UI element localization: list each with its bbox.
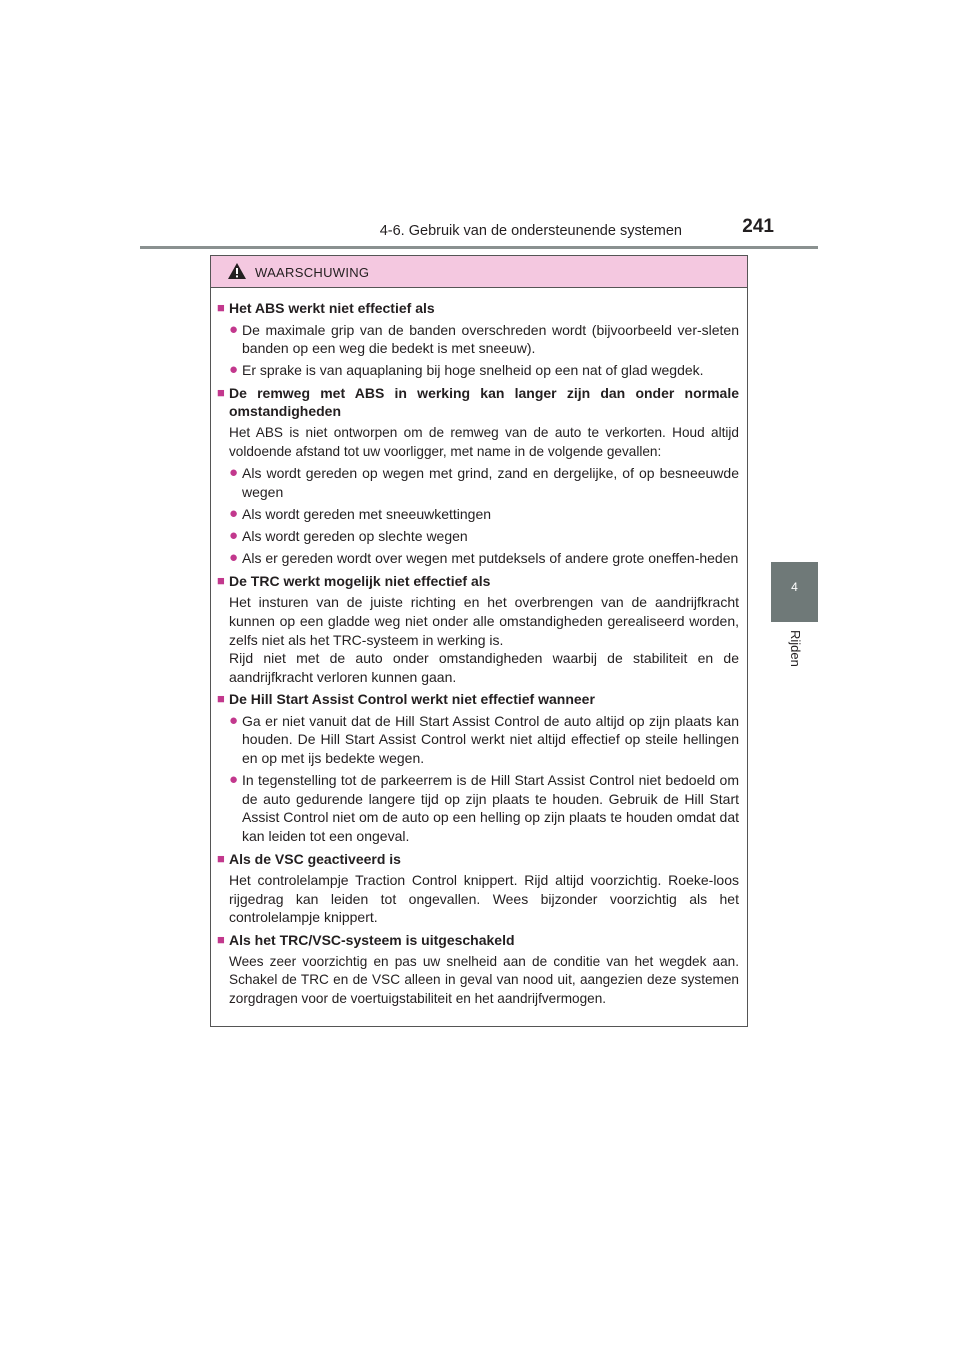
list-item: ● De maximale grip van de banden overschreden wordt (bijvoorbeeld ver-sleten banden op een weg die bedekt is met sneeuw). [229,320,739,357]
list-item: ● Als wordt gereden op slechte wegen [229,527,468,545]
list-item: ● Als er gereden wordt over wegen met putdeksels of andere grote oneffen-heden [229,549,739,567]
circle-bullet-icon: ● [229,549,239,567]
section-text: Rijd niet met de auto onder omstandigheden waarbij de stabiliteit en de aandrijfkracht verloren kunnen gaan. [229,650,739,685]
section-title: De Hill Start Assist Control werkt niet effectief wanneer [229,691,595,708]
square-bullet-icon: ■ [217,691,225,707]
section-text: Het insturen van de juiste richting en het overbrengen van de aandrijfkracht kunnen op een gladde weg niet onder alle omstandigheden gerealiseerd worden, zelfs niet als het TRC-systeem in werking is. [229,594,739,648]
list-item: ● Als wordt gereden op wegen met grind, zand en dergelijke, of op besneeuwde wegen [229,464,739,500]
circle-bullet-icon: ● [229,711,239,729]
list-item: ● Ga er niet vanuit dat de Hill Start Assist Control de auto altijd op zijn plaats kan houden. De Hill Start Assist Control werkt niet altijd effectief op steile hellingen en op met ijs bedekte wegen. [229,711,739,767]
chapter-tab[interactable] [771,562,818,622]
section-text: Wees zeer voorzichtig en pas uw snelheid aan de conditie van het wegdek aan. Schakel de TRC en de VSC alleen in geval van nood uit, aangezien deze systemen zorgdragen voor de voertuigstabiliteit en het aandrijfvermogen. [229,953,739,1006]
page-header [140,212,818,249]
chapter-number: 4 [791,580,798,594]
circle-bullet-icon: ● [229,527,239,545]
section-title: De remweg met ABS in werking kan langer zijn dan onder normale omstandigheden [229,384,739,420]
circle-bullet-icon: ● [229,504,239,522]
list-item: ● In tegenstelling tot de parkeerrem is de Hill Start Assist Control niet bedoeld om de auto gedurende langere tijd op zijn plaats te houden. Gebruik de Hill Start Assist Control niet om de auto op een helling op zijn plaats te houden omdat dat kan leiden tot een ongeval. [229,771,739,844]
square-bullet-icon: ■ [217,300,225,315]
warning-body [211,288,747,1008]
circle-bullet-icon: ● [229,771,239,789]
section-title: De TRC werkt mogelijk niet effectief als [229,572,491,589]
section-text: Het ABS is niet ontworpen om de remweg van de auto te verkorten. Houd altijd voldoende afstand tot uw voorligger, met name in de volgende gevallen: [229,425,739,459]
section-trc-not-effective [217,572,739,687]
list-item: ● Er sprake is van aquaplaning bij hoge snelheid op een nat of glad wegdek. [229,361,704,379]
square-bullet-icon: ■ [217,931,225,947]
section-trc-vsc-off [217,931,739,1008]
list-item: ● Als wordt gereden met sneeuwkettingen [229,504,492,522]
section-title: 4-6. Gebruik van de ondersteunende systemen [379,223,682,239]
section-title: Als het TRC/VSC-systeem is uitgeschakeld [229,931,515,948]
section-braking-distance [217,384,739,568]
square-bullet-icon: ■ [217,384,225,400]
section-abs-not-effective [217,299,739,380]
chapter-label: Rijden [788,630,803,667]
square-bullet-icon: ■ [217,572,225,588]
warning-box [210,255,748,1027]
section-vsc-activated [217,850,739,927]
circle-bullet-icon: ● [229,361,239,379]
warning-header [211,256,747,288]
section-hill-start-assist [217,690,739,845]
warning-triangle-icon [227,262,247,280]
warning-title: WAARSCHUWING [255,265,370,280]
circle-bullet-icon: ● [229,320,239,338]
section-title: Het ABS werkt niet effectief als [229,300,435,316]
circle-bullet-icon: ● [229,464,239,482]
square-bullet-icon: ■ [217,850,225,866]
section-title: Als de VSC geactiveerd is [229,850,401,867]
section-text: Het controlelampje Traction Control knippert. Rijd altijd voorzichtig. Roeke-loos rijgedrag kan leiden tot ongevallen. Wees bijzonder voorzichtig als het controlelampje knippert. [229,872,739,926]
page-number: 241 [742,216,774,237]
